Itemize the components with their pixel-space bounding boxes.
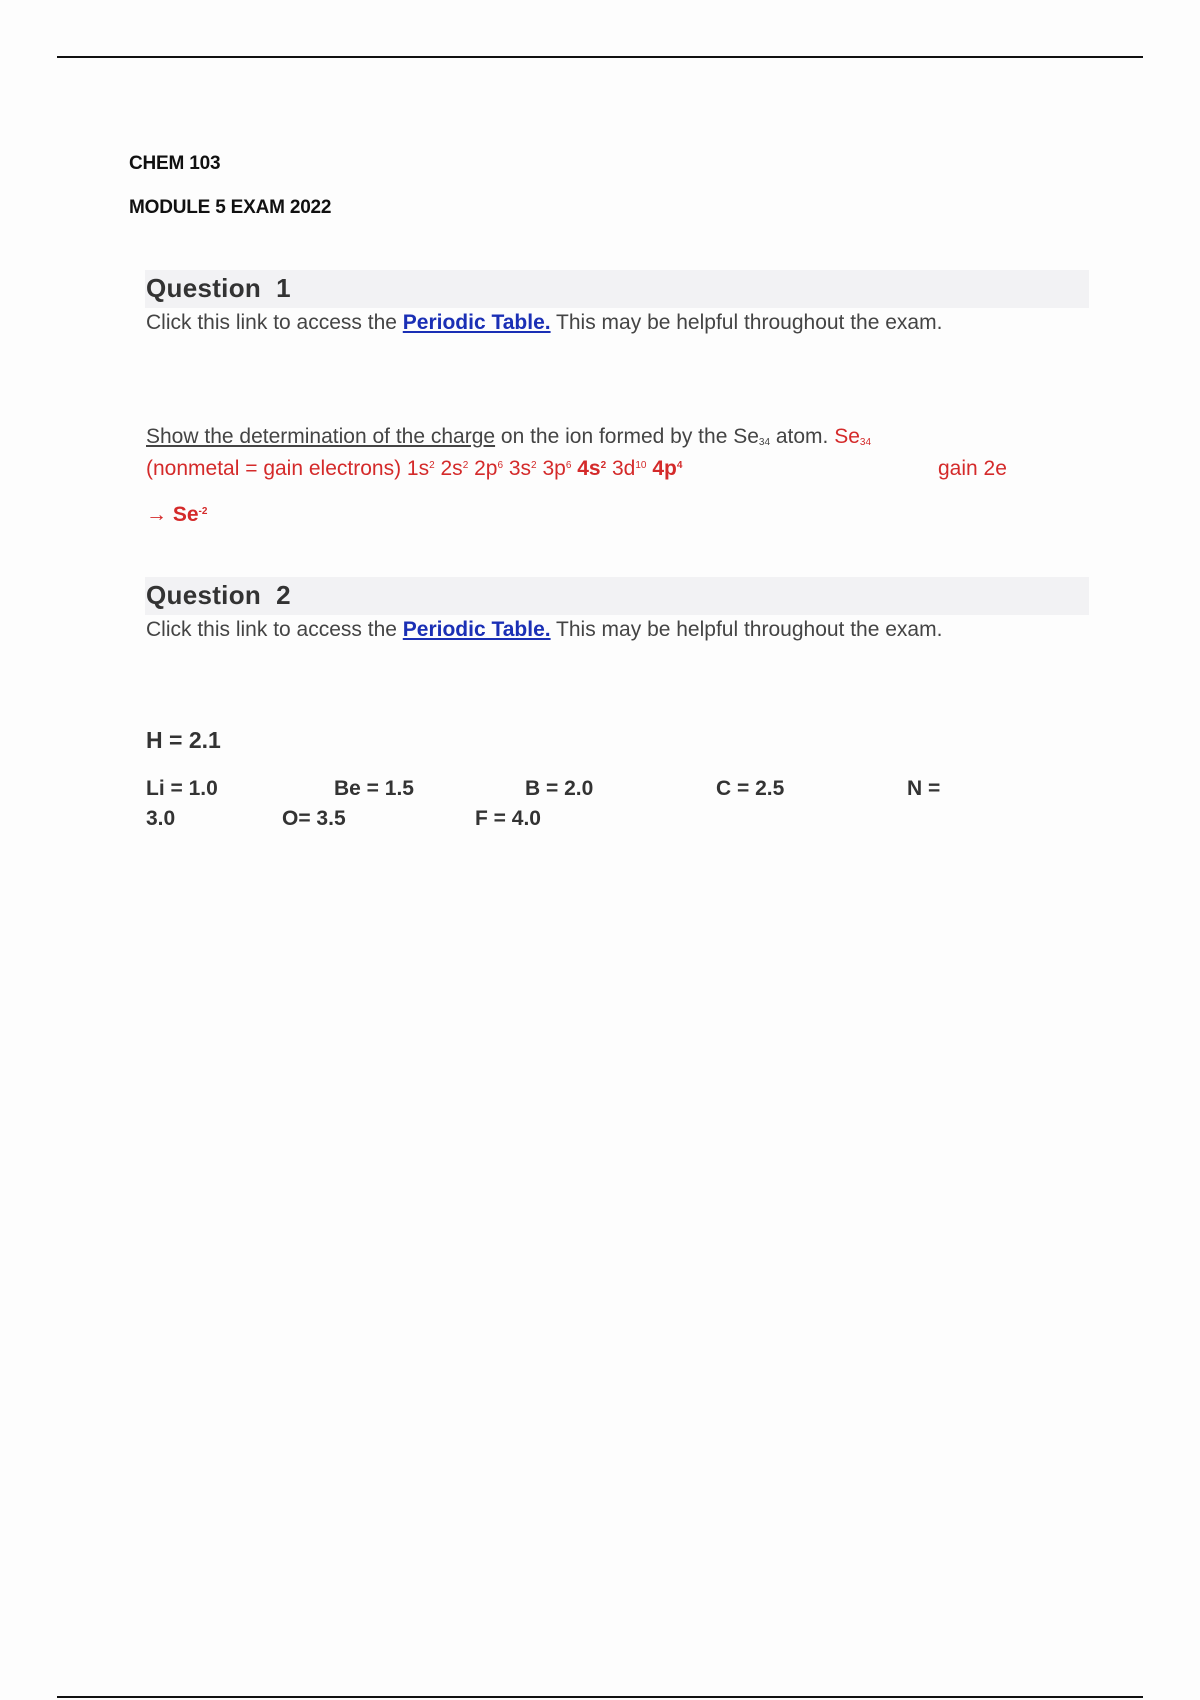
gain-electrons-note: gain 2e	[938, 457, 1007, 480]
prompt-end: atom.	[770, 425, 829, 448]
prompt-atomic-number: 34	[758, 437, 771, 448]
question-1-prompt	[146, 425, 871, 449]
question-1-instructions	[146, 311, 942, 335]
resulting-ion: → $Se^{-2}$	[146, 503, 208, 526]
electronegativity-f: F = 4.0	[475, 807, 541, 830]
instructions-suffix: This may be helpful throughout the exam.	[550, 311, 943, 334]
instructions-prefix: Click this link to access the	[146, 618, 403, 641]
electronegativity-n-label: N =	[907, 777, 941, 800]
bottom-rule	[57, 1696, 1143, 1698]
electronegativity-li: Li = 1.0	[146, 777, 218, 800]
question-2-title: Question 2	[146, 580, 291, 610]
periodic-table-link[interactable]: Periodic Table.	[402, 618, 551, 641]
question-1-title: Question 1	[146, 273, 291, 303]
question-2-instructions	[146, 618, 942, 642]
electronegativity-n-value: 3.0	[146, 807, 176, 830]
answer-element: $Se_{34}$	[834, 425, 872, 448]
answer-note: (nonmetal = gain electrons)	[146, 457, 402, 480]
electron-configuration: (nonmetal = gain electrons) $1s^2$ $2s^2$ $2p^6$ $3s^2$ $3p^6$ $4s^2$ $3d^{10}$ $4p^4$	[146, 457, 683, 480]
prompt-underlined: Show the determination of the charge	[146, 425, 496, 448]
top-rule	[57, 56, 1143, 58]
instructions-suffix: This may be helpful throughout the exam.	[550, 618, 943, 641]
exam-title: MODULE 5 EXAM 2022	[129, 197, 332, 218]
prompt-text: on the ion formed by the Se	[495, 425, 759, 448]
periodic-table-link[interactable]: Periodic Table.	[402, 311, 551, 334]
electronegativity-b: B = 2.0	[525, 777, 594, 800]
instructions-prefix: Click this link to access the	[146, 311, 403, 334]
arrow-icon: →	[146, 503, 167, 526]
electronegativity-c: C = 2.5	[716, 777, 785, 800]
course-title: CHEM 103	[129, 153, 221, 174]
electronegativity-h: H = 2.1	[146, 727, 221, 753]
electronegativity-be: Be = 1.5	[334, 777, 414, 800]
electronegativity-o: O= 3.5	[282, 807, 346, 830]
